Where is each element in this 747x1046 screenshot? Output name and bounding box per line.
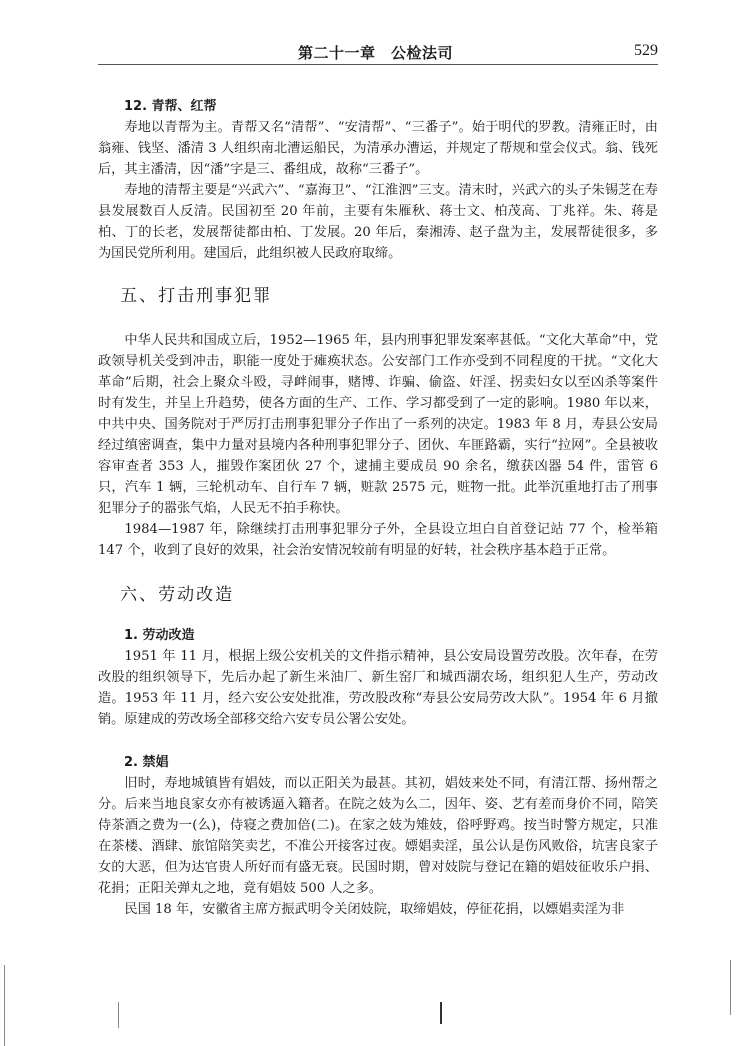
scan-edge-mark [118, 1002, 119, 1028]
paragraph: 旧时，寿地城镇皆有娼妓，而以正阳关为最甚。其初，娼妓来处不同，有清江帮、扬州帮之分。后来当地良家女亦有被诱逼入籍者。在院之妓为么二，因年、姿、艺有差而身价不同，陪笑侍茶酒之费为一(么)，侍寝之费加倍(二)。在家之妓为雉妓，俗呼野鸡。按当时警方规定，只准在茶楼、酒肆、旅馆陪笑卖艺，不准公开接客过夜。嫖娼卖淫，虽公认是伤风败俗，坑害良家子女的大恶，但为达官贵人所好而有盛无衰。民国时期，曾对妓院与登记在籍的娼妓征收乐户捐、花捐；正阳关弹丸之地，竟有娼妓 500 人之多。 [98, 776, 658, 896]
running-header [98, 34, 658, 65]
page-body [98, 96, 658, 920]
paragraph: 中华人民共和国成立后，1952—1965 年，县内刑事犯罪发案率甚低。“文化大革命”中，党政领导机关受到冲击，职能一度处于瘫痪状态。公安部门工作亦受到不同程度的干扰。“文化大革命”后期，社会上聚众斗殴，寻衅闹事，赌博、诈骗、偷盗、奸淫、拐卖妇女以至凶杀等案件时有发生，并呈上升趋势，使各方面的生产、工作、学习都受到了一定的影响。1980 年以来，中共中央、国务院对于严厉打击刑事犯罪分子作出了一系列的决定。1983 年 8 月，寿县公安局经过缜密调查，集中力量对县境内各种刑事犯罪分子、团伙、车匪路霸，实行“拉网”。全县被收容审查者 353 人，摧毁作案团伙 27 个，逮捕主要成员 90 余名，缴获凶器 54 件，雷管 6 只，汽车 1 辆，三轮机动车、自行车 7 辆，赃款 2575 元，赃物一批。此举沉重地打击了刑事犯罪分子的嚣张气焰，人民无不拍手称快。 [98, 333, 658, 516]
subsection-title-1: 1. 劳动改造 [124, 628, 195, 643]
paragraph: 寿地以青帮为主。青帮又名“清帮”、“安清帮”、“三番子”。始于明代的罗教。清雍正时，由翁雍、钱坚、潘清 3 人组织南北漕运船民，为清承办漕运，并规定了帮规和堂会仪式。翁、钱死后，其主潘清，因“潘”字是三、番组成，故称“三番子”。 [98, 120, 658, 177]
scan-edge-mark [440, 1002, 442, 1024]
subsection-title-12: 12. 青帮、红帮 [124, 99, 217, 114]
paragraph: 民国 18 年，安徽省主席方振武明令关闭妓院，取缔娼妓，停征花捐，以嫖娼卖淫为非 [124, 902, 625, 917]
subsection-title-2: 2. 禁娼 [124, 755, 169, 770]
section-title-5: 五、打击刑事犯罪 [120, 286, 273, 306]
chapter-title: 第二十一章 公检法司 [298, 44, 454, 62]
paragraph: 寿地的清帮主要是“兴武六”、“嘉海卫”、“江淮泗”三支。清末时，兴武六的头子朱锡芝在寿县发展数百人反清。民国初至 20 年前，主要有朱雁秋、蒋士文、柏茂高、丁兆祥。朱、蒋是柏、丁的长老，发展帮徒都由柏、丁发展。20 年后，秦湘涛、赵子盘为主，发展帮徒很多，多为国民党所利用。建国后，此组织被人民政府取缔。 [98, 183, 658, 261]
scan-edge-mark [730, 960, 731, 1015]
scan-edge-mark [4, 965, 5, 1046]
page-number: 529 [634, 42, 658, 59]
paragraph: 1984—1987 年，除继续打击刑事犯罪分子外，全县设立坦白自首登记站 77 个，检举箱 147 个，收到了良好的效果，社会治安情况较前有明显的好转，社会秩序基本趋于正常。 [98, 522, 658, 558]
paragraph: 1951 年 11 月，根据上级公安机关的文件指示精神，县公安局设置劳改股。次年春，在劳改股的组织领导下，先后办起了新生米油厂、新生窑厂和城西湖农场，组织犯人生产，劳动改造。1953 年 11 月，经六安公安处批准，劳改股改称“寿县公安局劳改大队”。1954 年 6 月撤销。原建成的劳改场全部移交给六安专员公署公安处。 [98, 649, 658, 727]
section-title-6: 六、劳动改造 [120, 585, 235, 605]
